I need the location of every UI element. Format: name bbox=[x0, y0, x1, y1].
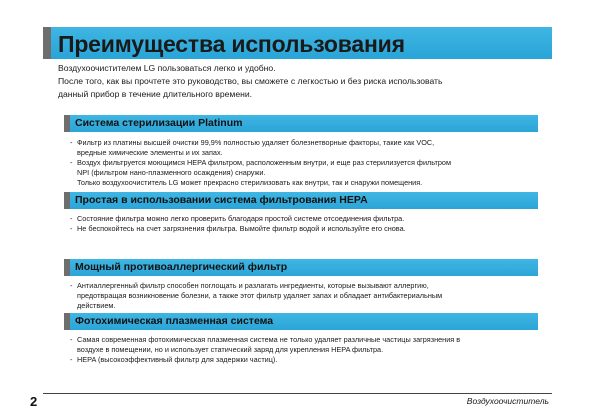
section-body-antiallergy bbox=[70, 281, 540, 311]
section-header-platinum bbox=[64, 115, 538, 132]
item-line: Антиаллергенный фильтр способен поглощать и разлагать ингредиенты, которые вызывают аллергию, bbox=[77, 281, 429, 290]
item-line: Фильтр из платины высшей очистки 99,9% полностью удаляет болезнетворные факторы, такие как VOC, bbox=[77, 138, 435, 147]
dash-bullet: - bbox=[70, 158, 73, 167]
section-header-plasma bbox=[64, 313, 538, 330]
list-item bbox=[70, 214, 540, 224]
item-line: вредные химические элементы и их запах. bbox=[77, 148, 223, 157]
dash-bullet: - bbox=[70, 138, 73, 147]
item-line: Состояние фильтра можно легко проверить благодаря простой системе отсоединения фильтра. bbox=[77, 214, 405, 223]
list-item bbox=[70, 281, 540, 291]
dash-bullet: - bbox=[70, 281, 73, 290]
item-line: воздухе в помещении, но и использует статический заряд для укрепления HEPA фильтра. bbox=[77, 345, 384, 354]
section-title: Система стерилизации Platinum bbox=[75, 117, 243, 129]
page-title: Преимущества использования bbox=[58, 31, 405, 57]
item-line: Воздух фильтруется моющимся HEPA фильтром, расположенным внутри, и еще раз стерилизуется фильтром bbox=[77, 158, 451, 167]
intro-line: Воздухоочистителем LG пользоваться легко и удобно. bbox=[58, 63, 276, 73]
dash-bullet: - bbox=[70, 214, 73, 223]
section-header-antiallergy bbox=[64, 259, 538, 276]
list-item bbox=[70, 138, 540, 148]
item-line: NPI (фильтром нано-плазменного осаждения) снаружи. bbox=[77, 168, 266, 177]
section-header-hepa bbox=[64, 192, 538, 209]
section-body-hepa bbox=[70, 214, 540, 234]
item-line: Не беспокойтесь на счет загрязнения фильтра. Вымойте фильтр водой и используйте его снова. bbox=[77, 224, 406, 233]
item-line: действием. bbox=[77, 301, 116, 310]
footer-label: Воздухоочиститель bbox=[466, 396, 549, 406]
section-body-plasma bbox=[70, 335, 540, 365]
dash-bullet: - bbox=[70, 355, 73, 364]
item-line: Самая современная фотохимическая плазменная система не только удаляет различные частицы загрязнения в bbox=[77, 335, 461, 344]
title-stripe bbox=[43, 27, 51, 59]
section-title: Мощный противоаллергический фильтр bbox=[75, 261, 288, 273]
item-line: HEPA (высокоэффективный фильтр для задержки частиц). bbox=[77, 355, 278, 364]
section-marker bbox=[64, 192, 70, 209]
list-item bbox=[70, 224, 540, 234]
item-line: предотвращая возникновение болезни, а также этот фильтр удаляет запах и обладает антибактериальным bbox=[77, 291, 443, 300]
section-marker bbox=[64, 259, 70, 276]
footer-divider bbox=[43, 393, 552, 394]
page-number: 2 bbox=[30, 394, 38, 409]
section-body-platinum bbox=[70, 138, 540, 188]
section-title: Простая в использовании система фильтрования HEPA bbox=[75, 194, 368, 206]
list-item bbox=[70, 158, 540, 168]
list-item bbox=[70, 335, 540, 345]
dash-bullet: - bbox=[70, 224, 73, 233]
intro-line: данный прибор в течение длительного времени. bbox=[58, 89, 253, 99]
section-marker bbox=[64, 313, 70, 330]
intro-text bbox=[58, 62, 538, 101]
item-line: Только воздухоочиститель LG может прекрасно стерилизовать как внутри, так и снаружи помещения. bbox=[77, 178, 423, 187]
dash-bullet: - bbox=[70, 335, 73, 344]
section-title: Фотохимическая плазменная система bbox=[75, 315, 274, 327]
list-item bbox=[70, 355, 540, 365]
intro-line: После того, как вы прочтете это руководство, вы сможете с легкостью и без риска использовать bbox=[58, 76, 443, 86]
section-marker bbox=[64, 115, 70, 132]
